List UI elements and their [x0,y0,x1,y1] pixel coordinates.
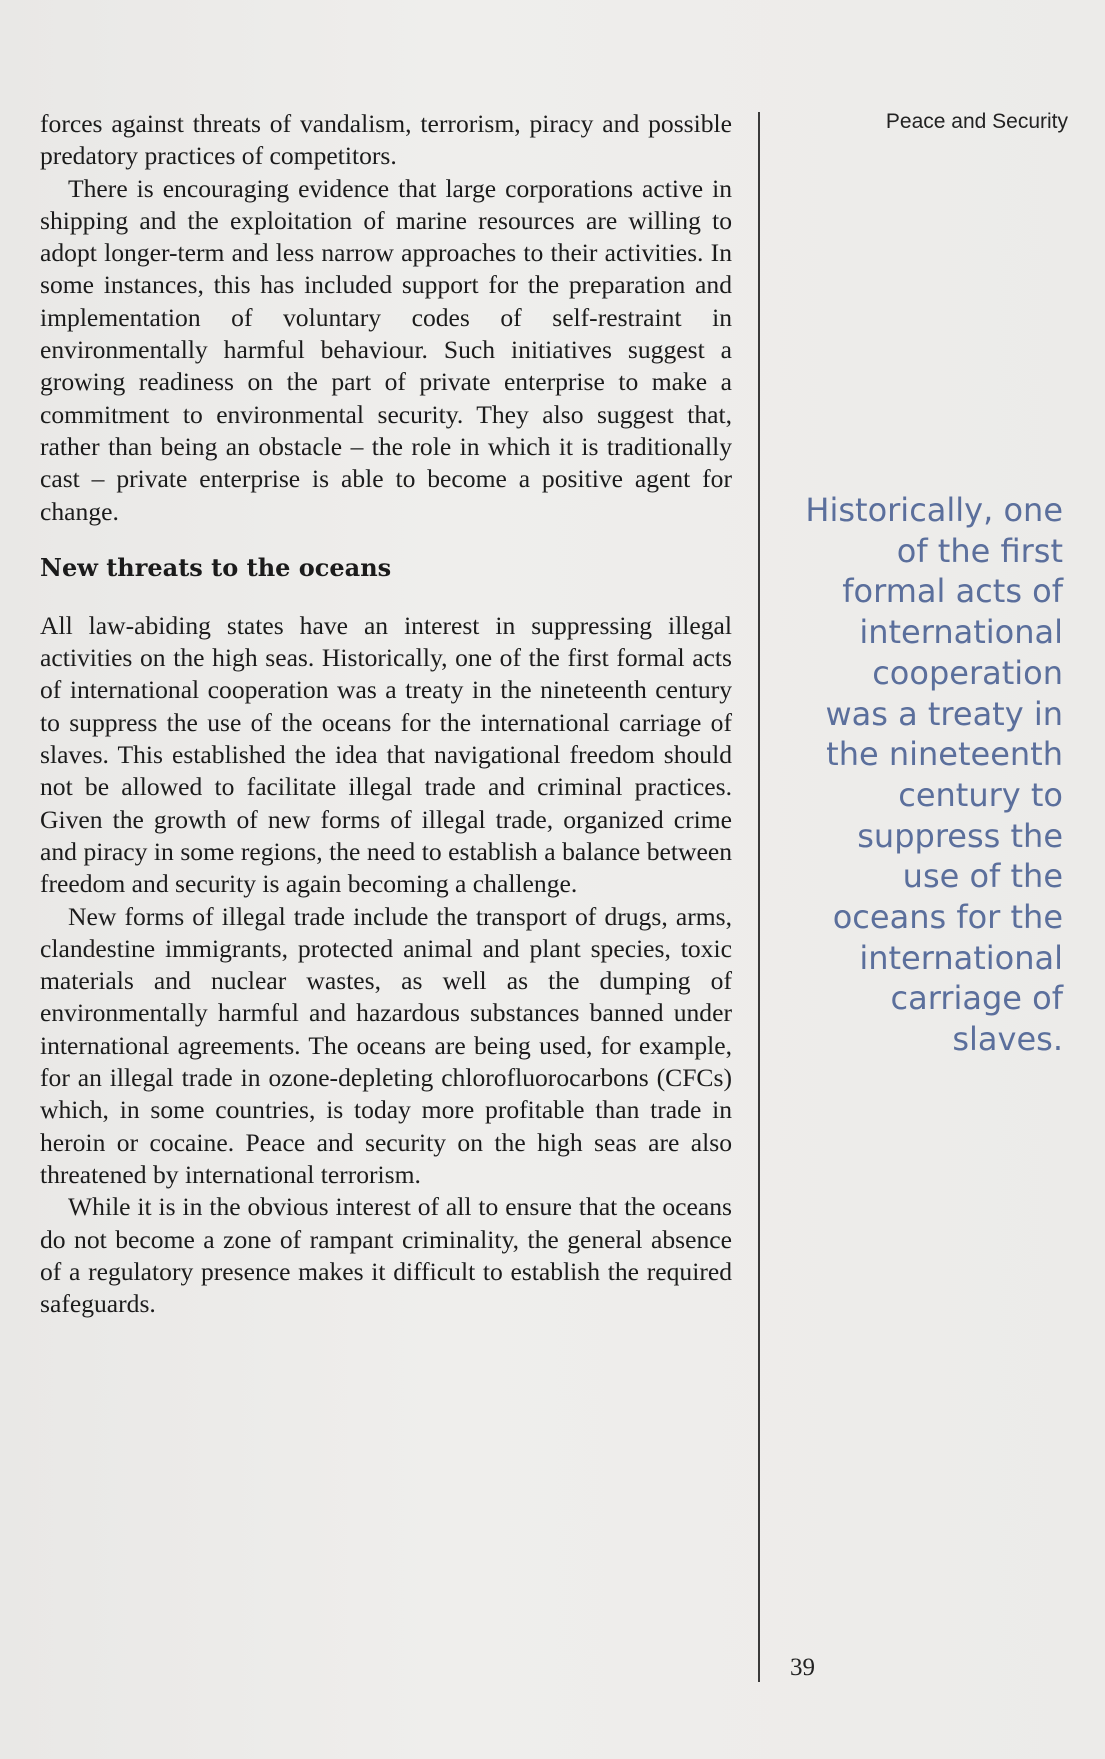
pull-quote: Historically, one of the first formal acts of international cooperation was a treaty in the nineteenth century to suppress the use of the oceans for the international carriage of slaves. [805,491,1063,1059]
running-head: Peace and Security [885,110,1068,133]
paragraph-illegal-trade: New forms of illegal trade include the transport of drugs, arms, clandestine immigrants, protected animal and plant species, toxic materials and nuclear wastes, as well as the dumping of environmentally harmful and hazardous substances banned under international agreements. The oceans are being used, for example, for an illegal trade in ozone-depleting chlorofluorocarbons (CFCs) which, in some countries, is today more profitable than trade in heroin or cocaine. Peace and security on the high seas are also threatened by international terrorism. [40,901,732,1189]
paragraph-law-abiding-states: All law-abiding states have an interest in suppressing illegal activities on the high seas. Historically, one of the first formal acts of international cooperation was a treaty in the nineteenth century to suppress the use of the oceans for the international carriage of slaves. This established the idea that navigational freedom should not be allowed to facilitate illegal trade and criminal practices. Given the growth of new forms of illegal trade, organized crime and piracy in some regions, the need to establish a balance between freedom and security is again becoming a challenge. [40,610,732,899]
paragraph-regulatory-presence: While it is in the obvious interest of all to ensure that the oceans do not become a zone of rampant criminality, the general absence of a regulatory presence makes it difficult to establish the required safeguards. [40,1192,732,1319]
section-heading: New threats to the oceans [40,552,392,582]
main-text-column [40,108,732,1320]
paragraph-continued: forces against threats of vandalism, terrorism, piracy and possible predatory practices of competitors. [40,109,732,171]
page-number: 39 [790,1654,815,1681]
paragraph-corporations: There is encouraging evidence that large corporations active in shipping and the exploitation of marine resources are willing to adopt longer-term and less narrow approaches to their activities. In some instances, this has included support for the preparation and implementation of voluntary codes of self-restraint in environmentally harmful behaviour. Such initiatives suggest a growing readiness on the part of private enterprise to make a commitment to environmental security. They also suggest that, rather than being an obstacle – the role in which it is traditionally cast – private enterprise is able to become a positive agent for change. [40,173,732,526]
column-divider [758,112,760,1682]
